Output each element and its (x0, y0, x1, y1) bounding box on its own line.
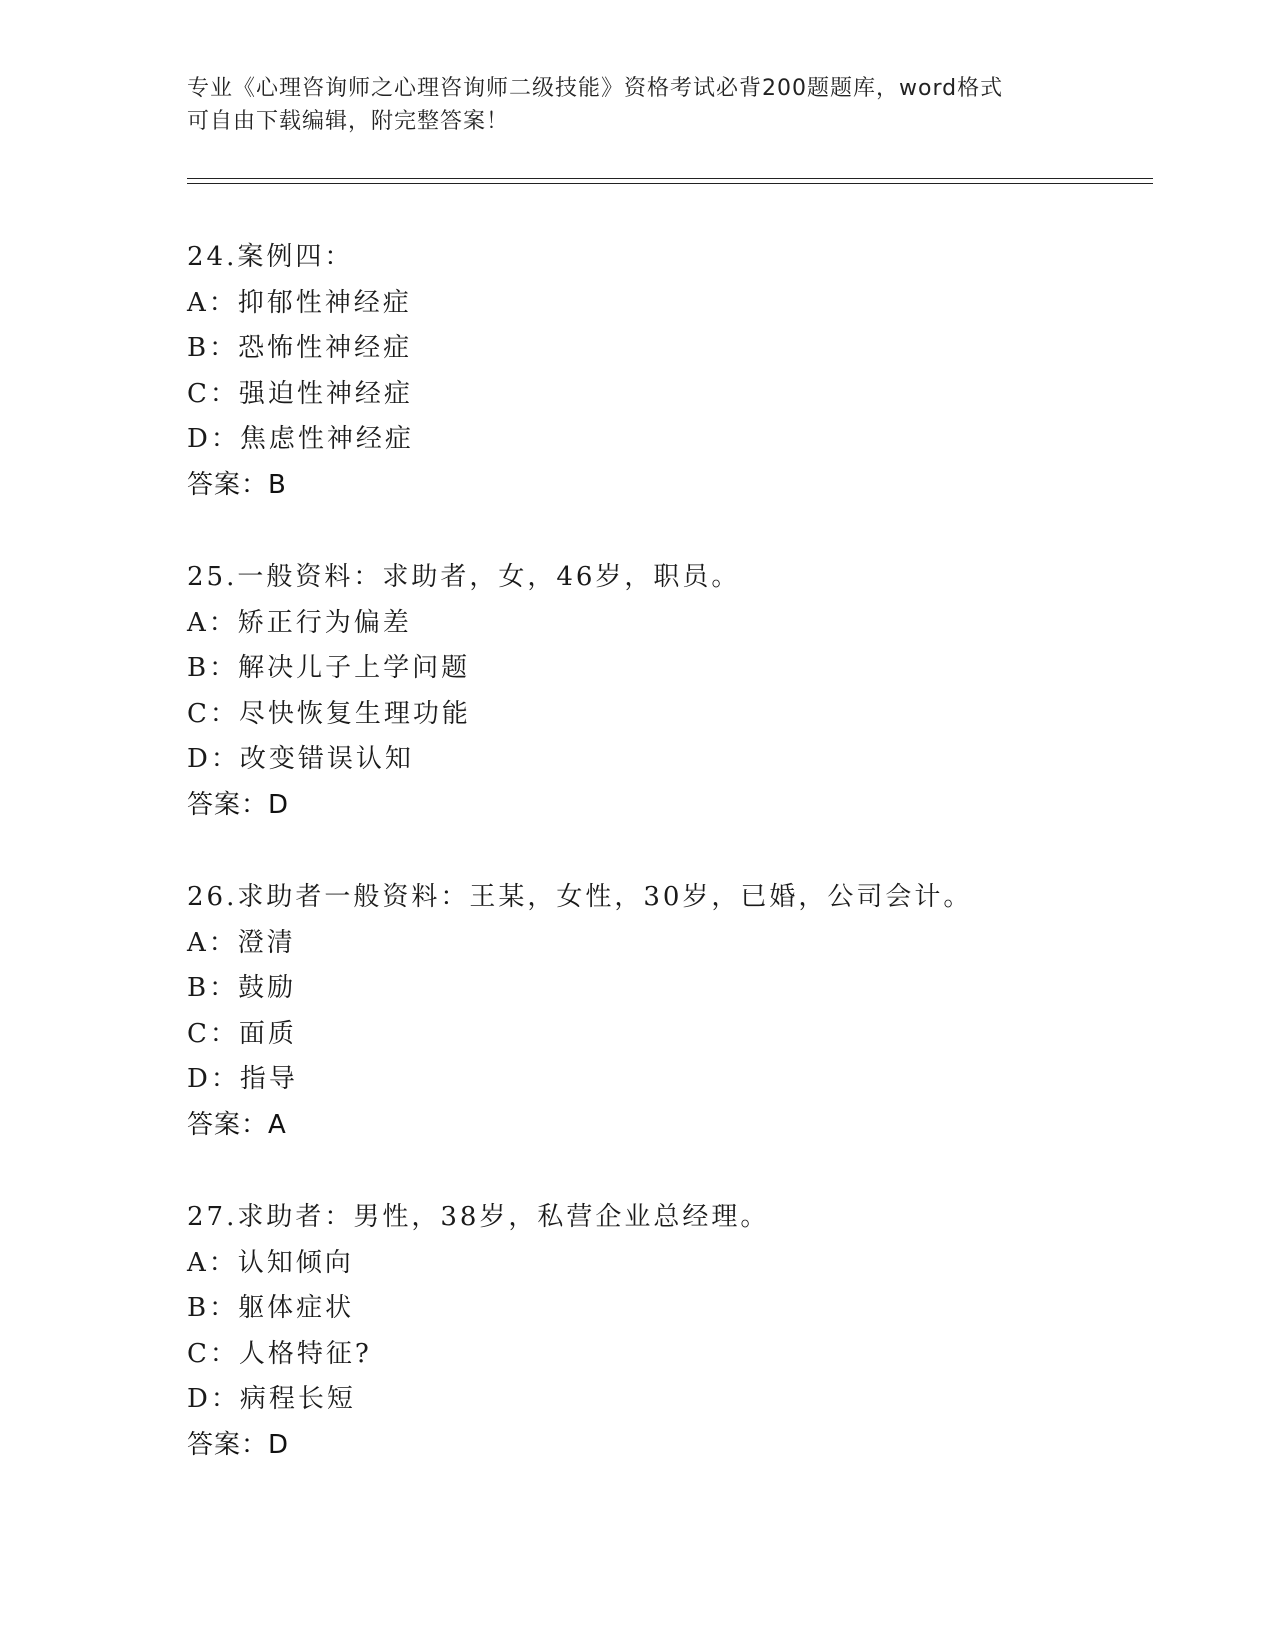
option-c: C：面质 (187, 1018, 297, 1049)
option-b: B：躯体症状 (187, 1293, 355, 1323)
header-divider-bottom (187, 183, 1153, 184)
option-c: C：尽快恢复生理功能 (187, 698, 471, 729)
answer-line: 答案：D (187, 789, 290, 820)
header-line-2: 可自由下载编辑，附完整答案！ (187, 109, 510, 134)
option-d: D：焦虑性神经症 (187, 424, 414, 454)
option-a: A：抑郁性神经症 (187, 287, 412, 318)
option-c: C：人格特征? (187, 1338, 372, 1369)
header-line-1: 专业《心理咨询师之心理咨询师二级技能》资格考试必背200题题库，word格式 (187, 76, 1004, 101)
question-item (187, 555, 1147, 828)
option-b: B：恐怖性神经症 (187, 333, 413, 363)
option-a: A：澄清 (187, 927, 296, 958)
option-c: C：强迫性神经症 (187, 378, 413, 409)
option-d: D：病程长短 (187, 1384, 356, 1414)
option-d: D：指导 (187, 1064, 298, 1094)
option-a: A：矫正行为偏差 (187, 607, 412, 638)
question-stem: 27.求助者：男性，38岁，私营企业总经理。 (187, 1202, 770, 1232)
question-item (187, 235, 1147, 508)
question-stem: 25.一般资料：求助者，女，46岁，职员。 (187, 562, 741, 592)
option-b: B：鼓励 (187, 973, 297, 1003)
option-a: A：认知倾向 (187, 1247, 354, 1278)
document-header (187, 72, 1087, 138)
option-b: B：解决儿子上学问题 (187, 653, 471, 683)
answer-line: 答案：D (187, 1429, 290, 1460)
question-list (187, 235, 1147, 1515)
header-divider-top (187, 178, 1153, 179)
answer-line: 答案：A (187, 1109, 287, 1140)
question-item (187, 875, 1147, 1148)
option-d: D：改变错误认知 (187, 744, 414, 774)
question-item (187, 1195, 1147, 1468)
question-stem: 26.求助者一般资料：王某，女性，30岁，已婚，公司会计。 (187, 882, 973, 912)
question-stem: 24.案例四： (187, 242, 354, 272)
answer-line: 答案：B (187, 469, 287, 500)
